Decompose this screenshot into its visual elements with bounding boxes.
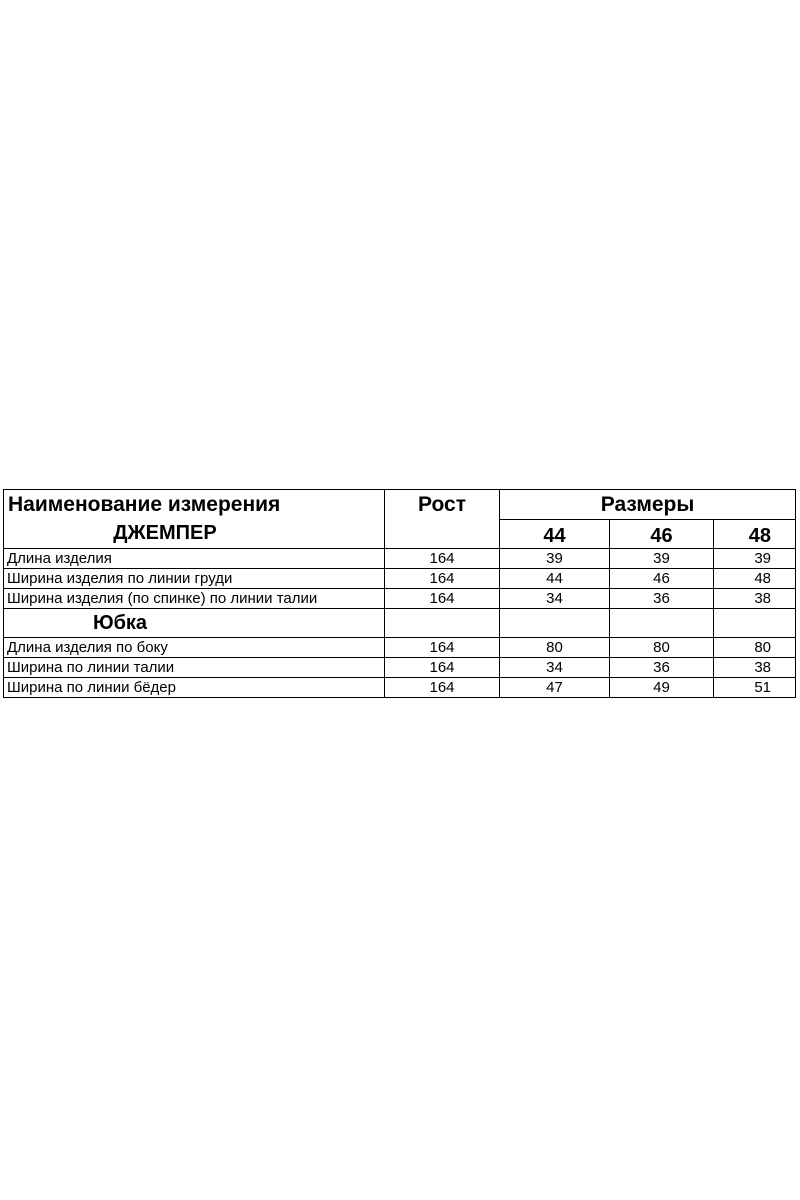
size-44-value: 34 <box>500 658 610 678</box>
section-header-row <box>4 609 796 638</box>
size-48-value: 51 <box>714 678 796 698</box>
size-44-value: 34 <box>500 589 610 609</box>
table-row <box>4 638 796 658</box>
empty-cell <box>385 520 500 549</box>
size-48-value: 38 <box>714 589 796 609</box>
size-48-value: 39 <box>714 549 796 569</box>
empty-cell <box>714 609 796 638</box>
size-46-value: 36 <box>610 589 714 609</box>
sizes-header: Размеры <box>500 490 796 520</box>
height-value: 164 <box>385 549 500 569</box>
table-row <box>4 569 796 589</box>
size-44-value: 47 <box>500 678 610 698</box>
section-title-skirt: Юбка <box>4 609 385 638</box>
size-44-value: 39 <box>500 549 610 569</box>
size-48-header: 48 <box>714 520 796 549</box>
size-44-value: 44 <box>500 569 610 589</box>
size-46-header: 46 <box>610 520 714 549</box>
height-value: 164 <box>385 589 500 609</box>
measurement-name: Длина изделия <box>4 549 385 569</box>
size-chart-table <box>3 489 796 698</box>
height-value: 164 <box>385 569 500 589</box>
size-48-value: 48 <box>714 569 796 589</box>
size-48-value: 38 <box>714 658 796 678</box>
empty-cell <box>500 609 610 638</box>
size-44-header: 44 <box>500 520 610 549</box>
empty-cell <box>385 609 500 638</box>
measurement-name: Ширина по линии бёдер <box>4 678 385 698</box>
size-46-value: 46 <box>610 569 714 589</box>
height-value: 164 <box>385 678 500 698</box>
measurement-name: Ширина изделия по линии груди <box>4 569 385 589</box>
size-44-value: 80 <box>500 638 610 658</box>
size-46-value: 49 <box>610 678 714 698</box>
size-46-value: 36 <box>610 658 714 678</box>
measurement-name: Длина изделия по боку <box>4 638 385 658</box>
measurement-name: Ширина по линии талии <box>4 658 385 678</box>
table-row <box>4 678 796 698</box>
table-row <box>4 589 796 609</box>
height-value: 164 <box>385 658 500 678</box>
size-46-value: 39 <box>610 549 714 569</box>
height-value: 164 <box>385 638 500 658</box>
measurement-name-header: Наименование измерения <box>4 490 385 520</box>
header-row <box>4 490 796 520</box>
empty-cell <box>610 609 714 638</box>
section-header-row <box>4 520 796 549</box>
table-row <box>4 658 796 678</box>
section-title-jumper: ДЖЕМПЕР <box>4 520 385 549</box>
size-46-value: 80 <box>610 638 714 658</box>
size-48-value: 80 <box>714 638 796 658</box>
measurement-name: Ширина изделия (по спинке) по линии талии <box>4 589 385 609</box>
height-header: Рост <box>385 490 500 520</box>
table-row <box>4 549 796 569</box>
